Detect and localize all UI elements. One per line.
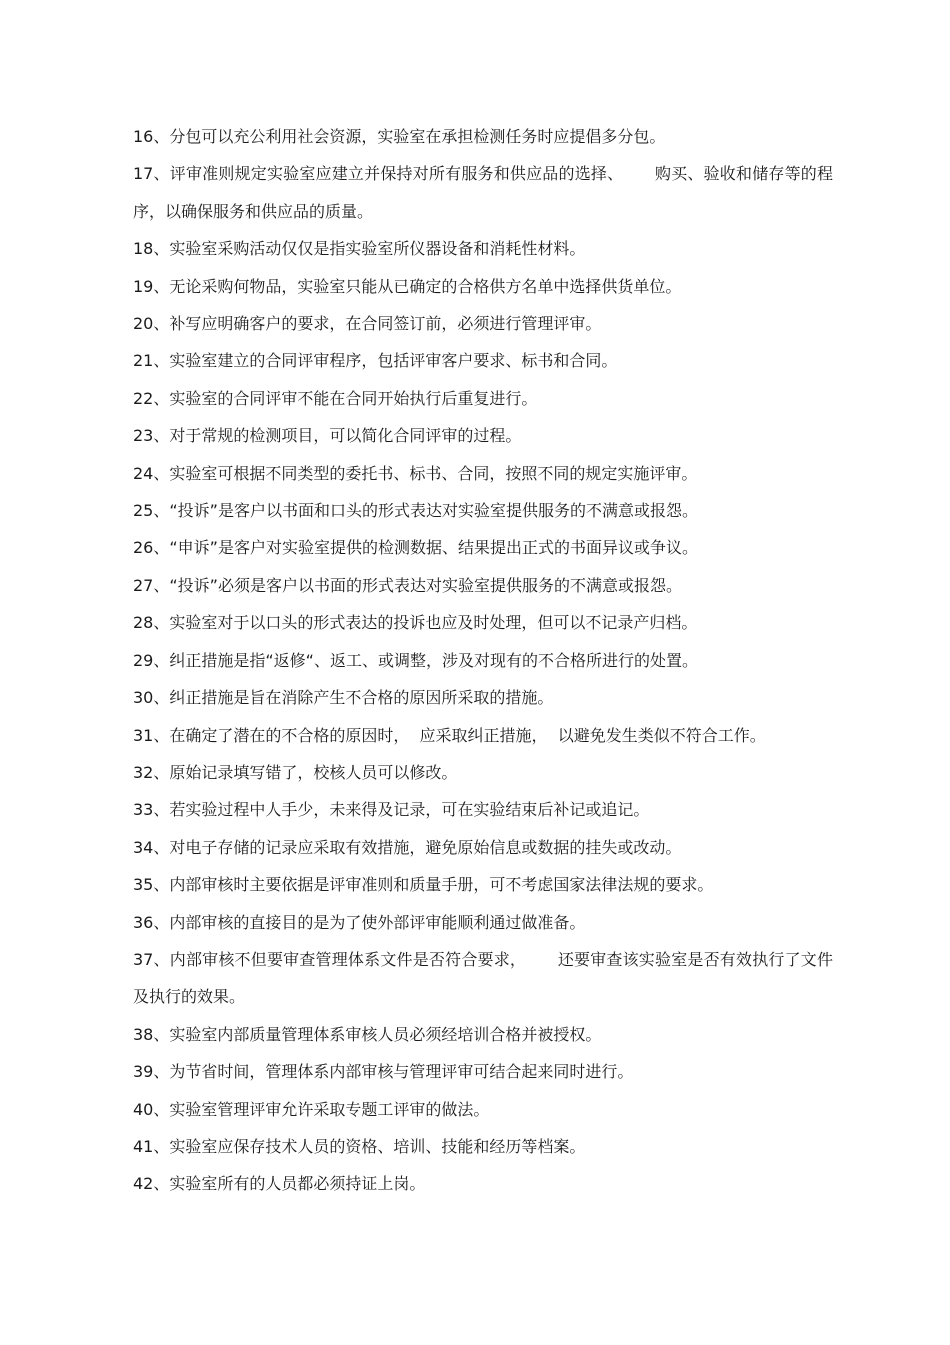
list-item: 35、内部审核时主要依据是评审准则和质量手册，可不考虑国家法律法规的要求。 — [133, 875, 714, 895]
list-item: 17、评审准则规定实验室应建立并保持对所有服务和供应品的选择、 购买、验收和储存等的程序，以确保服务和供应品的质量。 — [133, 164, 833, 221]
list-item: 40、实验室管理评审允许采取专题工评审的做法。 — [133, 1099, 490, 1119]
list-item: 25、“投诉”是客户以书面和口头的形式表达对实验室提供服务的不满意或报怨。 — [133, 501, 698, 521]
list-item: 29、纠正措施是指“返修“、返工、或调整，涉及对现有的不合格所进行的处置。 — [133, 650, 698, 670]
list-item: 16、分包可以充公利用社会资源，实验室在承担检测任务时应提倡多分包。 — [133, 127, 666, 146]
list-item: 23、对于常规的检测项目，可以简化合同评审的过程。 — [133, 426, 522, 446]
list-item: 26、“申诉”是客户对实验室提供的检测数据、结果提出正式的书面异议或争议。 — [133, 538, 698, 558]
list-item: 41、实验室应保存技术人员的资格、培训、技能和经历等档案。 — [133, 1136, 586, 1156]
list-item: 27、“投诉”必须是客户以书面的形式表达对实验室提供服务的不满意或报怨。 — [133, 575, 682, 595]
list-item: 39、为节省时间，管理体系内部审核与管理评审可结合起来同时进行。 — [133, 1062, 634, 1082]
list-item: 34、对电子存储的记录应采取有效措施，避免原始信息或数据的挂失或改动。 — [133, 837, 682, 857]
list-item: 38、实验室内部质量管理体系审核人员必须经培训合格并被授权。 — [133, 1024, 602, 1044]
list-item: 42、实验室所有的人员都必须持证上岗。 — [133, 1174, 426, 1194]
list-item: 19、无论采购何物品，实验室只能从已确定的合格供方名单中选择供货单位。 — [133, 276, 682, 296]
list-item: 33、若实验过程中人手少，未来得及记录，可在实验结束后补记或追记。 — [133, 800, 650, 820]
list-item: 20、补写应明确客户的要求，在合同签订前，必须进行管理评审。 — [133, 314, 602, 334]
list-item: 18、实验室采购活动仅仅是指实验室所仪器设备和消耗性材料。 — [133, 239, 586, 259]
list-item: 24、实验室可根据不同类型的委托书、标书、合同，按照不同的规定实施评审。 — [133, 463, 698, 483]
list-item: 22、实验室的合同评审不能在合同开始执行后重复进行。 — [133, 388, 538, 408]
list-item: 37、内部审核不但要审查管理体系文件是否符合要求， 还要审查该实验室是否有效执行了文件及执行的效果。 — [133, 949, 833, 1007]
list-item: 36、内部审核的直接目的是为了使外部评审能顺利通过做准备。 — [133, 912, 586, 932]
list-item: 31、在确定了潜在的不合格的原因时， 应采取纠正措施， 以避免发生类似不符合工作。 — [133, 725, 766, 745]
list-item: 28、实验室对于以口头的形式表达的投诉也应及时处理，但可以不记录产归档。 — [133, 613, 698, 633]
list-item: 30、纠正措施是旨在消除产生不合格的原因所采取的措施。 — [133, 688, 554, 708]
list-item: 32、原始记录填写错了，校核人员可以修改。 — [133, 762, 458, 782]
list-item: 21、实验室建立的合同评审程序，包括评审客户要求、标书和合同。 — [133, 351, 618, 371]
question-list — [133, 118, 833, 1203]
